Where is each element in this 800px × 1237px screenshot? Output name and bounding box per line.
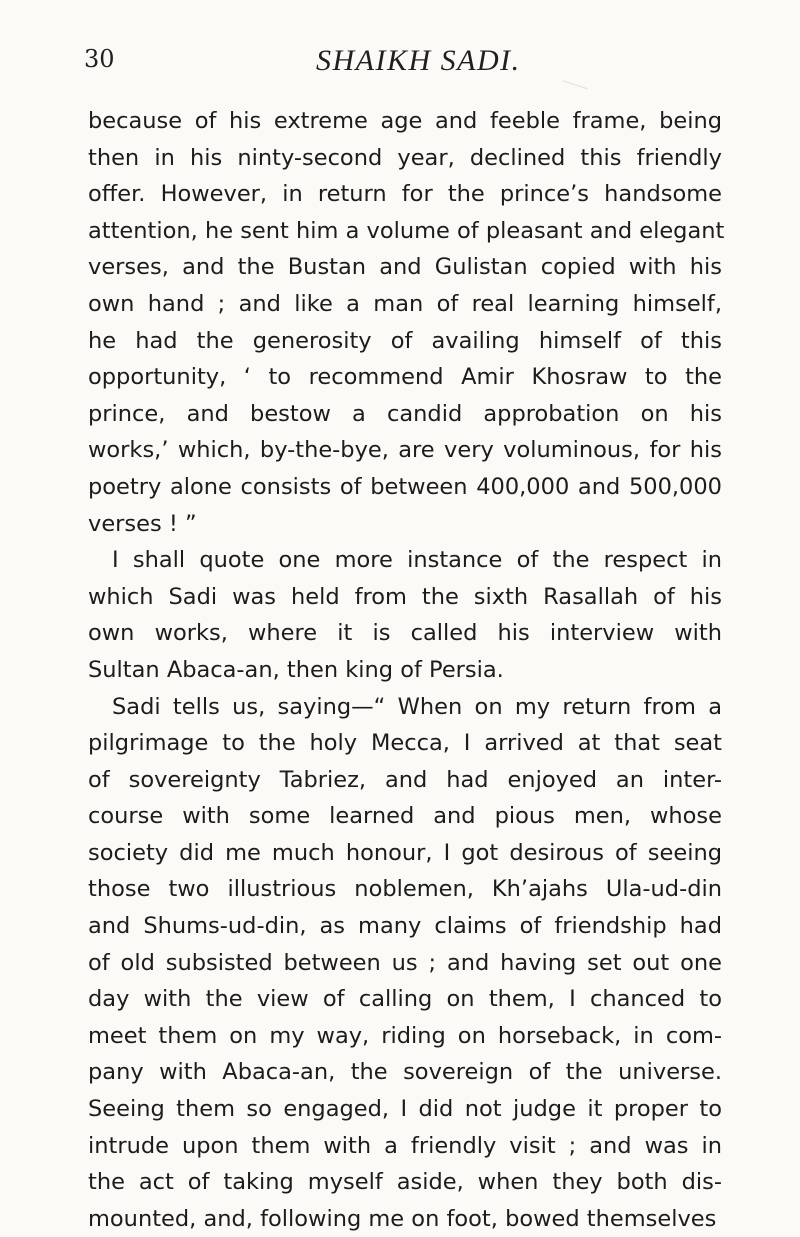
text-line: and Shums-ud-din, as many claims of friendship had (88, 913, 722, 940)
text-line: those two illustrious noblemen, Kh’ajahs Ula-ud-din (88, 876, 722, 903)
text-line: pilgrimage to the holy Mecca, I arrived at that seat (88, 730, 722, 757)
text-line: of old subsisted between us ; and having set out one (88, 949, 722, 976)
text-line: society did me much honour, I got desirous of seeing (88, 839, 722, 866)
running-head (84, 40, 718, 90)
text-line: works,’ which, by-the-bye, are very voluminous, for his (88, 437, 722, 464)
text-line: pany with Abaca-an, the sovereign of the universe. (88, 1059, 722, 1086)
text-line: own hand ; and like a man of real learning himself, (88, 290, 722, 317)
text-line: mounted, and, following me on foot, bowed themselves (88, 1205, 717, 1232)
text-line: offer. However, in return for the prince’s handsome (88, 181, 722, 208)
running-title: SHAIKH SADI. (316, 44, 521, 77)
text-line: opportunity, ‘ to recommend Amir Khosraw to the (88, 364, 722, 391)
text-line: which Sadi was held from the sixth Rasallah of his (88, 583, 722, 610)
text-line: day with the view of calling on them, I chanced to (88, 986, 722, 1013)
text-line: Sadi tells us, saying—“ When on my return from a (112, 693, 722, 720)
body-text (88, 103, 725, 1237)
text-line: verses, and the Bustan and Gulistan copied with his (88, 254, 722, 281)
text-line: then in his ninty-second year, declined this friendly (88, 144, 722, 171)
text-line: poetry alone consists of between 400,000 and 500,000 (88, 473, 722, 500)
text-line: meet them on my way, riding on horseback, in com- (88, 1022, 722, 1049)
text-line: prince, and bestow a candid approbation on his (88, 400, 722, 427)
text-line: I shall quote one more instance of the respect in (112, 547, 722, 574)
text-line: own works, where it is called his interview with (88, 620, 722, 647)
text-line: of sovereignty Tabriez, and had enjoyed an inter- (88, 766, 722, 793)
text-line: intrude upon them with a friendly visit ; and was in (88, 1132, 722, 1159)
text-line: the act of taking myself aside, when they both dis- (88, 1169, 722, 1196)
text-line: because of his extreme age and feeble frame, being (88, 108, 722, 134)
page-number: 30 (84, 45, 115, 73)
text-line: Seeing them so engaged, I did not judge it proper to (88, 1096, 722, 1123)
text-line: course with some learned and pious men, whose (88, 803, 722, 830)
text-line: attention, he sent him a volume of pleasant and elegant (88, 217, 725, 244)
text-line: Sultan Abaca-an, then king of Persia. (88, 656, 504, 683)
text-line: verses ! ” (88, 510, 197, 537)
text-line: he had the generosity of availing himself of this (88, 327, 722, 354)
